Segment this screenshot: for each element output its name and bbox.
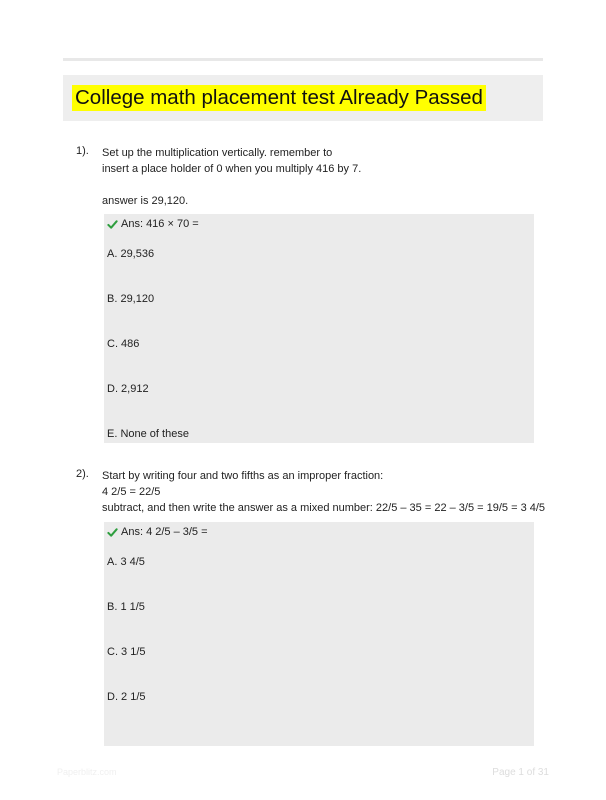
answer-box — [104, 522, 534, 746]
explanation-line: Start by writing four and two fifths as an improper fraction: — [102, 470, 384, 482]
answer-prompt-text: Ans: 4 2/5 – 3/5 = — [121, 526, 208, 538]
check-icon — [107, 527, 118, 538]
explanation-line: answer is 29,120. — [102, 195, 189, 207]
explanation-line: Set up the multiplication vertically. remember to — [102, 147, 333, 159]
title-banner — [63, 75, 543, 121]
footer-site: Paperblitz.com — [57, 767, 117, 777]
check-icon — [107, 219, 118, 230]
answer-box — [104, 214, 534, 443]
option-a[interactable]: A. 29,536 — [107, 248, 155, 260]
option-d[interactable]: D. 2,912 — [107, 383, 149, 395]
explanation-line: insert a place holder of 0 when you multiply 416 by 7. — [102, 163, 362, 175]
option-b[interactable]: B. 1 1/5 — [107, 601, 145, 613]
question-explanation — [102, 468, 545, 516]
page-title: College math placement test Already Passed — [72, 85, 486, 111]
explanation-line — [102, 177, 361, 193]
top-divider — [63, 58, 543, 61]
option-d[interactable]: D. 2 1/5 — [107, 691, 146, 703]
question-number: 2). — [76, 468, 89, 480]
option-c[interactable]: C. 3 1/5 — [107, 646, 146, 658]
question-number: 1). — [76, 145, 89, 157]
question-explanation — [102, 145, 361, 209]
option-e[interactable]: E. None of these — [107, 428, 189, 440]
answer-prompt-text: Ans: 416 × 70 = — [121, 218, 199, 230]
page-number: Page 1 of 31 — [492, 767, 549, 778]
explanation-line: 4 2/5 = 22/5 — [102, 486, 161, 498]
explanation-line: subtract, and then write the answer as a mixed number: 22/5 – 35 = 22 – 3/5 = 19/5 = 3 4/5 — [102, 502, 546, 514]
answer-prompt — [107, 218, 199, 230]
option-a[interactable]: A. 3 4/5 — [107, 556, 145, 568]
answer-prompt — [107, 526, 208, 538]
option-c[interactable]: C. 486 — [107, 338, 140, 350]
option-b[interactable]: B. 29,120 — [107, 293, 155, 305]
